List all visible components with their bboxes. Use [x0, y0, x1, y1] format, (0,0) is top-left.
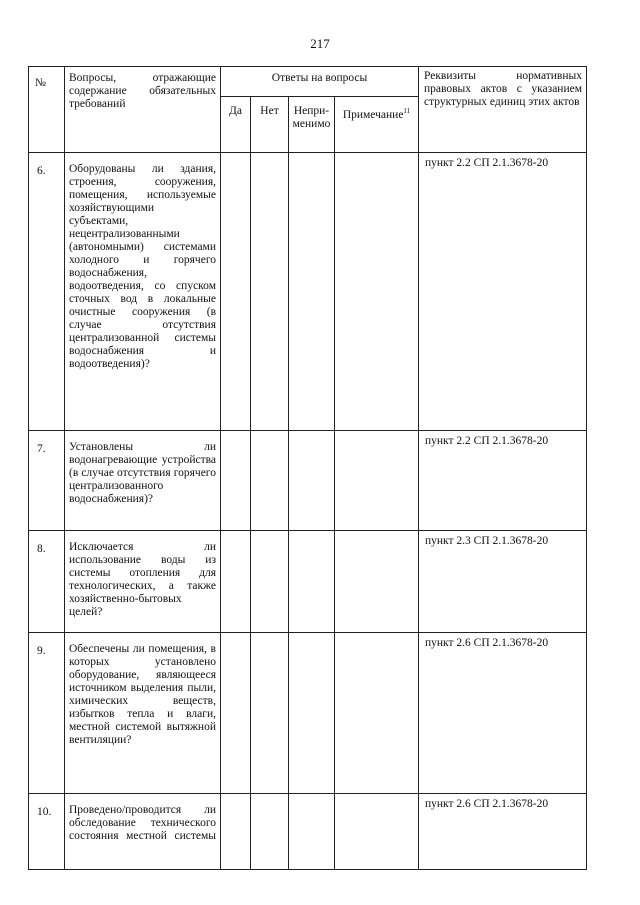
header-note — [335, 97, 419, 153]
answer-note-cell[interactable] — [335, 431, 419, 531]
table-row — [29, 633, 587, 794]
header-na-line1: Непри- — [293, 105, 330, 117]
page-number: 217 — [310, 36, 330, 51]
answer-not-applicable-cell[interactable] — [289, 431, 335, 531]
answer-not-applicable-cell[interactable] — [289, 794, 335, 870]
header-num: № — [29, 67, 65, 153]
row-requisite: пункт 2.2 СП 2.1.3678-20 — [419, 431, 587, 531]
header-question: Вопросы, отражающие содержание обязательных требований — [65, 67, 221, 153]
row-question: Исключается ли использование воды из системы отопления для технологических, а также хозяйственно-бытовых целей? — [65, 531, 221, 633]
row-requisite: пункт 2.3 СП 2.1.3678-20 — [419, 531, 587, 633]
row-question: Обеспечены ли помещения, в которых установлено оборудование, являющееся источником выделения пыли, химических веществ, избытков тепла и влаги, местной системой вытяжной вентиляции? — [65, 633, 221, 794]
answer-yes-cell[interactable] — [221, 153, 251, 431]
row-requisite: пункт 2.6 СП 2.1.3678-20 — [419, 794, 587, 870]
answer-note-cell[interactable] — [335, 794, 419, 870]
answer-no-cell[interactable] — [251, 633, 289, 794]
row-requisite: пункт 2.6 СП 2.1.3678-20 — [419, 633, 587, 794]
header-requisites: Реквизиты нормативных правовых актов с указанием структурных единиц этих актов — [419, 67, 587, 153]
row-question: Оборудованы ли здания, строения, сооружения, помещения, используемые хозяйствующими субъектами, нецентрализованными (автономными) системами холодного и горячего водоснабжения, водоотведения, со спуском сточных вод в локальные очистные сооружения (в случае отсутствия централизованной системы водоснабжения и водоотведения)? — [65, 153, 221, 431]
row-question: Установлены ли водонагревающие устройства (в случае отсутствия горячего централизованного водоснабжения)? — [65, 431, 221, 531]
header-note-superscript: 11 — [403, 107, 411, 115]
header-note-label: Примечание — [342, 108, 404, 121]
row-question: Проведено/проводится ли обследование технического состояния местной системы — [65, 794, 221, 870]
row-requisite: пункт 2.2 СП 2.1.3678-20 — [419, 153, 587, 431]
answer-yes-cell[interactable] — [221, 531, 251, 633]
answer-note-cell[interactable] — [335, 633, 419, 794]
row-num: 10. — [29, 794, 65, 870]
answer-yes-cell[interactable] — [221, 794, 251, 870]
row-num: 7. — [29, 431, 65, 531]
answer-yes-cell[interactable] — [221, 633, 251, 794]
answer-note-cell[interactable] — [335, 153, 419, 431]
header-not-applicable — [289, 97, 335, 153]
answer-no-cell[interactable] — [251, 431, 289, 531]
answer-no-cell[interactable] — [251, 531, 289, 633]
table-row — [29, 431, 587, 531]
answer-no-cell[interactable] — [251, 794, 289, 870]
header-answers: Ответы на вопросы — [221, 67, 419, 97]
table-row — [29, 153, 587, 431]
checklist-table — [28, 66, 587, 870]
answer-no-cell[interactable] — [251, 153, 289, 431]
table-row — [29, 531, 587, 633]
answer-not-applicable-cell[interactable] — [289, 633, 335, 794]
answer-not-applicable-cell[interactable] — [289, 153, 335, 431]
row-num: 8. — [29, 531, 65, 633]
row-num: 6. — [29, 153, 65, 431]
header-no: Нет — [251, 97, 289, 153]
header-na-line2: менимо — [292, 118, 331, 130]
answer-not-applicable-cell[interactable] — [289, 531, 335, 633]
answer-note-cell[interactable] — [335, 531, 419, 633]
table-row — [29, 794, 587, 870]
row-num: 9. — [29, 633, 65, 794]
answer-yes-cell[interactable] — [221, 431, 251, 531]
header-yes: Да — [221, 97, 251, 153]
